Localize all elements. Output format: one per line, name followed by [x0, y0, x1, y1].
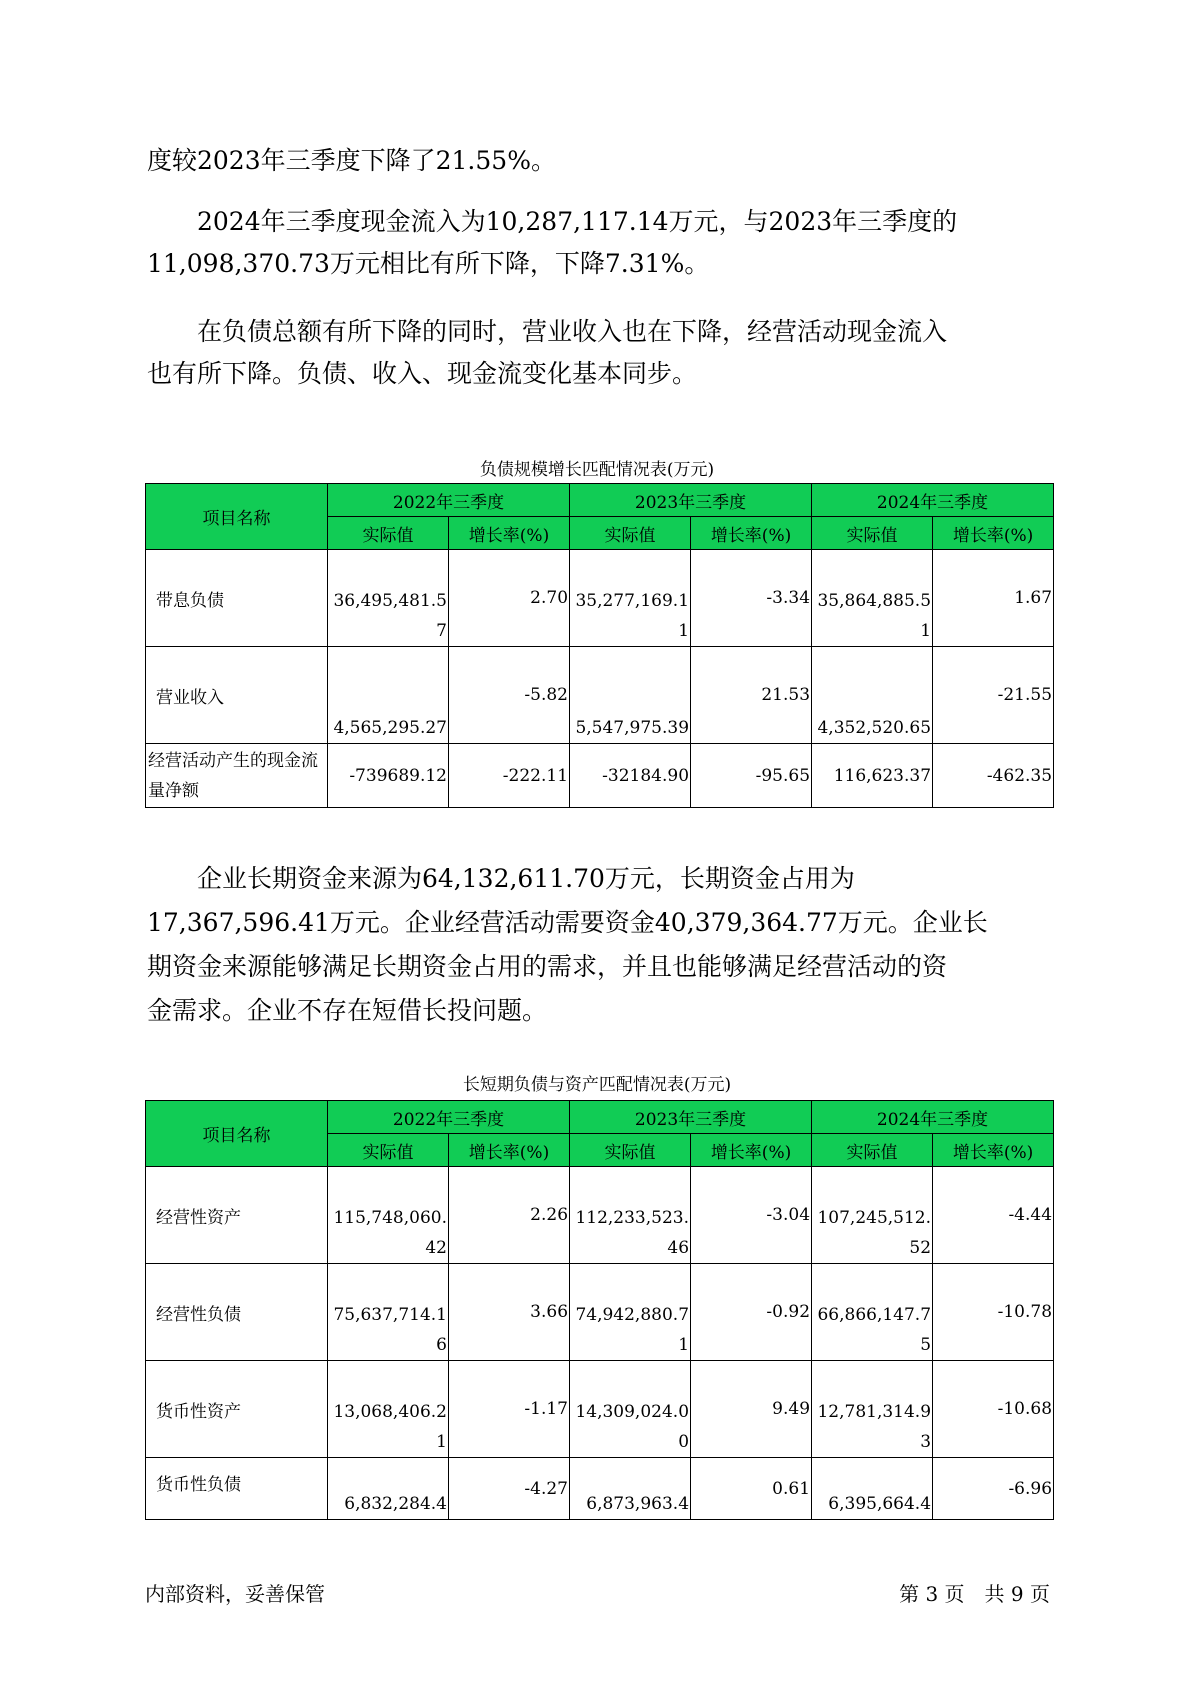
cell-rate: 0.61: [691, 1458, 812, 1520]
cell-value: 112,233,523.46: [570, 1167, 691, 1264]
cell-rate: -1.17: [449, 1361, 570, 1458]
header-rate: 增长率(%): [933, 517, 1054, 550]
debt-growth-table: [145, 483, 1054, 808]
cell-rate: -6.96: [933, 1458, 1054, 1520]
header-period: 2023年三季度: [570, 1101, 812, 1134]
header-period: 2022年三季度: [328, 484, 570, 517]
header-rate: 增长率(%): [449, 517, 570, 550]
row-name: 经营活动产生的现金流量净额: [146, 744, 328, 808]
footer-page-number: 第 3 页 共 9 页: [899, 1582, 1050, 1606]
table-caption: 负债规模增长匹配情况表(万元): [479, 460, 715, 480]
table-row: [146, 1361, 1054, 1458]
cell-value: 35,277,169.11: [570, 550, 691, 647]
cell-value: 107,245,512.52: [812, 1167, 933, 1264]
header-value: 实际值: [328, 1134, 449, 1167]
header-value: 实际值: [328, 517, 449, 550]
cell-rate: -5.82: [449, 647, 570, 744]
row-name: 货币性资产: [146, 1361, 328, 1458]
cell-rate: -4.44: [933, 1167, 1054, 1264]
paragraph-line: 在负债总额有所下降的同时，营业收入也在下降，经营活动现金流入: [197, 317, 948, 346]
cell-rate: 21.53: [691, 647, 812, 744]
cell-value: 115,748,060.42: [328, 1167, 449, 1264]
row-name: 带息负债: [146, 550, 328, 647]
table-row: [146, 550, 1054, 647]
table-row: [146, 1458, 1054, 1520]
cell-value: 6,873,963.4: [570, 1458, 691, 1520]
cell-rate: -4.27: [449, 1458, 570, 1520]
cell-value: 6,395,664.4: [812, 1458, 933, 1520]
header-item-name: 项目名称: [146, 484, 328, 550]
cell-value: 5,547,975.39: [570, 647, 691, 744]
table-row: [146, 1264, 1054, 1361]
cell-value: 6,832,284.4: [328, 1458, 449, 1520]
cell-rate: 2.26: [449, 1167, 570, 1264]
cell-rate: -222.11: [449, 744, 570, 808]
cell-value: 74,942,880.71: [570, 1264, 691, 1361]
header-value: 实际值: [570, 517, 691, 550]
header-rate: 增长率(%): [691, 517, 812, 550]
cell-rate: -10.68: [933, 1361, 1054, 1458]
cell-value: 116,623.37: [812, 744, 933, 808]
cell-value: 35,864,885.51: [812, 550, 933, 647]
cell-rate: -0.92: [691, 1264, 812, 1361]
row-name: 经营性负债: [146, 1264, 328, 1361]
header-period: 2022年三季度: [328, 1101, 570, 1134]
header-rate: 增长率(%): [691, 1134, 812, 1167]
row-name: 经营性资产: [146, 1167, 328, 1264]
header-period: 2024年三季度: [812, 1101, 1054, 1134]
cell-value: -32184.90: [570, 744, 691, 808]
paragraph-line: 企业长期资金来源为64,132,611.70万元，长期资金占用为: [197, 864, 855, 893]
cell-value: -739689.12: [328, 744, 449, 808]
cell-value: 4,565,295.27: [328, 647, 449, 744]
header-period: 2023年三季度: [570, 484, 812, 517]
cell-value: 13,068,406.21: [328, 1361, 449, 1458]
cell-rate: -10.78: [933, 1264, 1054, 1361]
header-item-name: 项目名称: [146, 1101, 328, 1167]
cell-rate: -3.04: [691, 1167, 812, 1264]
cell-rate: -462.35: [933, 744, 1054, 808]
paragraph-line: 度较2023年三季度下降了21.55%。: [147, 146, 556, 175]
cell-value: 4,352,520.65: [812, 647, 933, 744]
cell-value: 12,781,314.93: [812, 1361, 933, 1458]
header-rate: 增长率(%): [933, 1134, 1054, 1167]
cell-rate: 2.70: [449, 550, 570, 647]
table-row: [146, 647, 1054, 744]
cell-rate: -3.34: [691, 550, 812, 647]
paragraph-line: 金需求。企业不存在短借长投问题。: [147, 996, 548, 1025]
paragraph-line: 2024年三季度现金流入为10,287,117.14万元，与2023年三季度的: [197, 207, 958, 236]
table-row: [146, 1167, 1054, 1264]
header-period: 2024年三季度: [812, 484, 1054, 517]
paragraph-line: 17,367,596.41万元。企业经营活动需要资金40,379,364.77万元。企业长: [147, 908, 988, 937]
row-name: 货币性负债: [146, 1458, 328, 1520]
paragraph-line: 期资金来源能够满足长期资金占用的需求，并且也能够满足经营活动的资: [147, 952, 948, 981]
cell-value: 75,637,714.16: [328, 1264, 449, 1361]
cell-rate: 9.49: [691, 1361, 812, 1458]
cell-rate: 3.66: [449, 1264, 570, 1361]
cell-rate: 1.67: [933, 550, 1054, 647]
cell-value: 66,866,147.75: [812, 1264, 933, 1361]
table-caption: 长短期负债与资产匹配情况表(万元): [462, 1075, 732, 1095]
footer-confidential: 内部资料，妥善保管: [145, 1582, 325, 1606]
header-value: 实际值: [812, 517, 933, 550]
paragraph-line: 也有所下降。负债、收入、现金流变化基本同步。: [147, 359, 698, 388]
table-row: [146, 744, 1054, 808]
cell-value: 36,495,481.57: [328, 550, 449, 647]
header-value: 实际值: [812, 1134, 933, 1167]
row-name: 营业收入: [146, 647, 328, 744]
paragraph-line: 11,098,370.73万元相比有所下降，下降7.31%。: [147, 249, 710, 278]
cell-value: 14,309,024.00: [570, 1361, 691, 1458]
asset-liability-table: [145, 1100, 1054, 1520]
header-rate: 增长率(%): [449, 1134, 570, 1167]
cell-rate: -21.55: [933, 647, 1054, 744]
header-value: 实际值: [570, 1134, 691, 1167]
cell-rate: -95.65: [691, 744, 812, 808]
